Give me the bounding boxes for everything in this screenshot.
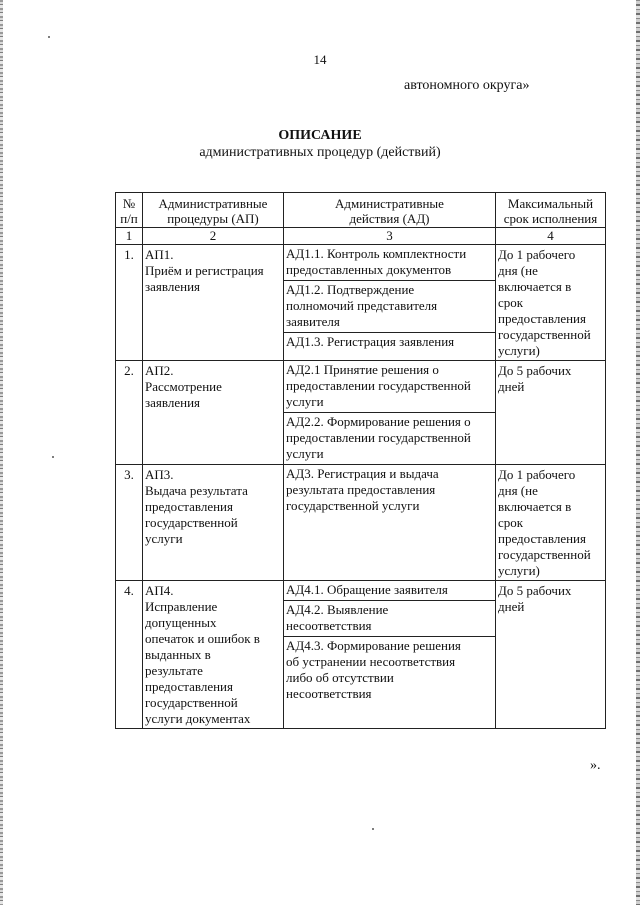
procedure-cell: АП3. Выдача результата предоставления государственной услуги (143, 465, 284, 581)
scan-speck (48, 36, 50, 38)
action-item: АД4.1. Обращение заявителя (284, 581, 495, 601)
action-item: АД3. Регистрация и выдача результата предоставления государственной услуги (286, 466, 439, 513)
header-ad: Административные действия (АД) (284, 193, 496, 228)
action-item: АД2.2. Формирование решения о предоставлении государственной услуги (286, 414, 471, 461)
scan-speck (52, 456, 54, 458)
scan-speck (372, 828, 374, 830)
column-number: 1 (116, 228, 143, 245)
term-cell: До 1 рабочего дня (не включается в срок предоставления государственной услуги) (496, 245, 606, 361)
header-quote: автономного округа» (404, 78, 530, 93)
actions-cell (284, 361, 496, 465)
procedure-cell: АП2. Рассмотрение заявления (143, 361, 284, 465)
column-number: 4 (496, 228, 606, 245)
action-item: АД1.1. Контроль комплектности предоставленных документов (284, 245, 495, 281)
table-row (116, 361, 606, 465)
actions-cell (284, 465, 496, 581)
row-number: 3. (116, 465, 143, 581)
row-number: 2. (116, 361, 143, 465)
table-row (116, 245, 606, 361)
term-cell: До 5 рабочих дней (496, 361, 606, 465)
actions-cell (284, 245, 496, 361)
term-cell: До 1 рабочего дня (не включается в срок предоставления государственной услуги) (496, 465, 606, 581)
action-item: АД4.2. Выявление несоответствия (284, 601, 495, 637)
header-num: № п/п (116, 193, 143, 228)
document-title: ОПИСАНИЕ (278, 128, 362, 143)
column-number: 3 (284, 228, 496, 245)
procedure-cell: АП4. Исправление допущенных опечаток и ошибок в выданных в результате предоставления государственной услуги документах (143, 581, 284, 729)
page-number: 14 (313, 52, 327, 67)
procedure-cell: АП1. Приём и регистрация заявления (143, 245, 284, 361)
column-number: 2 (143, 228, 284, 245)
document-subtitle: административных процедур (действий) (199, 145, 441, 160)
action-item: АД2.1 Принятие решения о предоставлении государственной услуги (284, 361, 495, 413)
column-number-row (116, 228, 606, 245)
row-number: 1. (116, 245, 143, 361)
action-item: АД1.3. Регистрация заявления (286, 334, 455, 349)
row-number: 4. (116, 581, 143, 729)
procedures-table (115, 192, 606, 729)
header-ap: Административные процедуры (АП) (143, 193, 284, 228)
closing-quote: ». (590, 758, 601, 773)
actions-cell (284, 581, 496, 729)
action-item: АД1.2. Подтверждение полномочий представителя заявителя (284, 281, 495, 333)
table-row (116, 581, 606, 729)
table-row (116, 465, 606, 581)
header-term: Максимальный срок исполнения (496, 193, 606, 228)
term-cell: До 5 рабочих дней (496, 581, 606, 729)
action-item: АД4.3. Формирование решения об устранении несоответствия либо об отсутствии несоответствия (286, 638, 461, 701)
header-row (116, 193, 606, 228)
